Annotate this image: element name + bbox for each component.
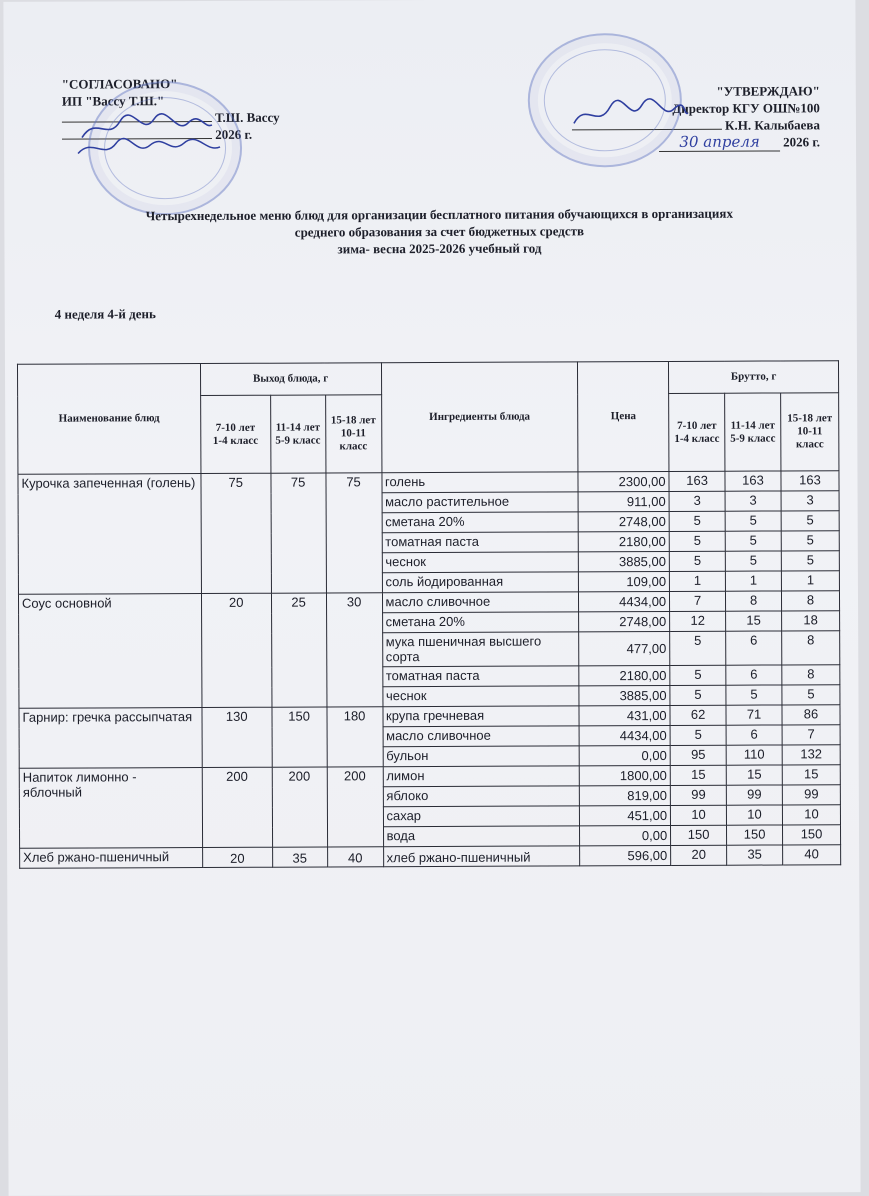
menu-title xyxy=(44,204,834,258)
ingredient-brutto-3: 8 xyxy=(782,665,840,685)
ingredient-name: чеснок xyxy=(382,552,579,573)
menu-title-line-1: Четырехнедельное меню блюд для организации бесплатного питания обучающихся в организациях xyxy=(145,205,733,224)
approval-left-org: ИП "Вассу Т.Ш." xyxy=(61,93,165,109)
ingredient-brutto-3: 40 xyxy=(783,845,841,865)
ingredient-name: сметана 20% xyxy=(382,612,579,633)
table-row xyxy=(20,845,841,869)
ingredient-price: 451,00 xyxy=(580,805,671,825)
header-output-age-2: 11-14 лет 5-9 класс xyxy=(270,395,325,473)
ingredient-name: масло сливочное xyxy=(383,726,580,747)
ingredient-brutto-3: 1 xyxy=(781,571,839,591)
ingredient-price: 3885,00 xyxy=(579,685,670,705)
menu-table xyxy=(17,360,841,869)
ingredient-brutto-2: 99 xyxy=(726,785,782,805)
header-brutto-age-3: 15-18 лет 10-11 класс xyxy=(781,393,839,471)
dish-output-2: 25 xyxy=(271,593,326,707)
ingredient-brutto-2: 150 xyxy=(727,825,783,845)
ingredient-name: масло сливочное xyxy=(382,592,579,613)
ingredient-name: бульон xyxy=(383,746,580,767)
ingredient-brutto-1: 5 xyxy=(670,725,726,745)
ingredient-brutto-1: 5 xyxy=(670,631,726,665)
header-dish: Наименование блюд xyxy=(17,364,200,475)
ingredient-brutto-1: 5 xyxy=(669,511,725,531)
ingredient-name: масло растительное xyxy=(382,492,579,513)
dish-output-3: 40 xyxy=(327,847,383,867)
ingredient-brutto-3: 5 xyxy=(781,551,839,571)
menu-title-line-3: зима- весна 2025-2026 учебный год xyxy=(337,240,542,257)
dish-name: Курочка запеченная (голень) xyxy=(18,474,201,595)
ingredient-brutto-1: 12 xyxy=(670,611,726,631)
ingredient-name: сметана 20% xyxy=(382,512,579,533)
ingredient-price: 0,00 xyxy=(579,745,670,765)
ingredient-price: 4434,00 xyxy=(579,725,670,745)
approval-left-signer: Т.Ш. Вассу xyxy=(215,109,280,125)
dish-output-3: 30 xyxy=(326,593,382,707)
ingredient-brutto-1: 95 xyxy=(670,745,726,765)
header-brutto: Брутто, г xyxy=(669,361,839,394)
ingredient-brutto-2: 163 xyxy=(725,471,781,491)
ingredient-brutto-3: 18 xyxy=(782,611,840,631)
dish-output-1: 200 xyxy=(202,767,272,847)
ingredient-price: 2180,00 xyxy=(578,531,669,551)
ingredient-brutto-1: 5 xyxy=(670,665,726,685)
approval-right-year: 2026 г. xyxy=(783,134,821,150)
ingredient-brutto-1: 150 xyxy=(671,825,727,845)
menu-title-line-2: среднего образования за счет бюджетных средств xyxy=(294,223,585,240)
ingredient-name: томатная паста xyxy=(382,666,579,687)
ingredient-name: яблоко xyxy=(383,786,580,807)
ingredient-brutto-1: 163 xyxy=(669,471,725,491)
ingredient-brutto-3: 86 xyxy=(782,705,840,725)
ingredient-brutto-1: 62 xyxy=(670,705,726,725)
ingredient-brutto-2: 10 xyxy=(726,805,782,825)
ingredient-name: чеснок xyxy=(382,686,579,707)
ingredient-brutto-3: 5 xyxy=(781,511,839,531)
ingredient-brutto-2: 15 xyxy=(726,611,782,631)
ingredient-price: 2180,00 xyxy=(579,665,670,685)
ingredient-brutto-2: 5 xyxy=(726,685,782,705)
dish-name: Соус основной xyxy=(18,594,201,709)
ingredient-brutto-2: 5 xyxy=(725,511,781,531)
ingredient-name: крупа гречневая xyxy=(382,706,579,727)
ingredient-brutto-2: 8 xyxy=(726,591,782,611)
header-brutto-age-1: 7-10 лет 1-4 класс xyxy=(669,393,725,471)
header-output-age-3: 15-18 лет 10-11 класс xyxy=(325,395,381,473)
document-page xyxy=(3,0,860,1196)
ingredient-brutto-3: 99 xyxy=(782,785,840,805)
ingredient-brutto-2: 6 xyxy=(726,725,782,745)
ingredient-price: 2300,00 xyxy=(578,471,669,491)
dish-output-3: 200 xyxy=(327,767,383,847)
dish-output-2: 75 xyxy=(271,473,326,593)
ingredient-brutto-1: 20 xyxy=(671,845,727,865)
ingredient-name: мука пшеничная высшего сорта xyxy=(382,632,579,667)
ingredient-brutto-3: 3 xyxy=(781,491,839,511)
ingredient-brutto-2: 5 xyxy=(725,551,781,571)
ingredient-price: 819,00 xyxy=(580,785,671,805)
ingredient-price: 477,00 xyxy=(579,631,670,665)
header-price: Цена xyxy=(578,361,669,471)
ingredient-price: 596,00 xyxy=(580,845,671,865)
ingredient-name: голень xyxy=(381,472,578,493)
dish-output-1: 20 xyxy=(201,593,271,707)
ingredient-brutto-3: 8 xyxy=(782,631,840,665)
ingredient-price: 109,00 xyxy=(579,571,670,591)
menu-table-body xyxy=(18,471,841,869)
ingredient-brutto-3: 8 xyxy=(781,591,839,611)
approval-right-date-handwritten: 30 апреля xyxy=(659,132,780,152)
week-day-label: 4 неделя 4-й день xyxy=(54,306,156,322)
ingredient-price: 0,00 xyxy=(580,825,671,845)
approval-right-heading: "УТВЕРЖДАЮ" xyxy=(716,83,820,99)
ingredient-price: 2748,00 xyxy=(579,611,670,631)
dish-output-2: 200 xyxy=(272,767,327,847)
ingredient-price: 911,00 xyxy=(578,491,669,511)
ingredient-brutto-1: 5 xyxy=(670,685,726,705)
header-brutto-age-2: 11-14 лет 5-9 класс xyxy=(725,393,781,471)
ingredient-name: томатная паста xyxy=(382,532,579,553)
ingredient-brutto-1: 1 xyxy=(670,571,726,591)
ingredient-brutto-1: 3 xyxy=(669,491,725,511)
approval-left-heading: "СОГЛАСОВАНО" xyxy=(61,76,178,92)
ingredient-price: 3885,00 xyxy=(579,551,670,571)
ingredient-brutto-2: 6 xyxy=(726,665,782,685)
dish-output-2: 150 xyxy=(272,707,327,767)
ingredient-brutto-2: 71 xyxy=(726,705,782,725)
ingredient-brutto-2: 3 xyxy=(725,491,781,511)
ingredient-brutto-3: 132 xyxy=(782,745,840,765)
dish-name: Гарнир: гречка рассыпчатая xyxy=(19,708,202,769)
dish-output-2: 35 xyxy=(272,847,327,867)
ingredient-price: 1800,00 xyxy=(579,765,670,785)
left-signature-2 xyxy=(74,133,224,164)
dish-name: Напиток лимонно - яблочный xyxy=(19,768,202,849)
dish-output-1: 130 xyxy=(202,707,272,767)
ingredient-brutto-1: 5 xyxy=(669,531,725,551)
ingredient-name: соль йодированная xyxy=(382,572,579,593)
ingredient-price: 2748,00 xyxy=(578,511,669,531)
dish-output-1: 20 xyxy=(202,847,272,867)
ingredient-brutto-3: 10 xyxy=(782,805,840,825)
header-output: Выход блюда, г xyxy=(200,363,381,396)
ingredient-brutto-3: 5 xyxy=(781,531,839,551)
ingredient-brutto-2: 1 xyxy=(725,571,781,591)
ingredient-brutto-2: 5 xyxy=(725,531,781,551)
ingredient-brutto-1: 99 xyxy=(670,785,726,805)
dish-output-3: 180 xyxy=(327,707,383,767)
ingredient-brutto-3: 163 xyxy=(781,471,839,491)
dish-output-1: 75 xyxy=(201,473,271,593)
header-ingredients: Ингредиенты блюда xyxy=(381,362,578,473)
ingredient-name: сахар xyxy=(383,806,580,827)
ingredient-brutto-1: 10 xyxy=(671,805,727,825)
ingredient-brutto-1: 15 xyxy=(670,765,726,785)
dish-output-3: 75 xyxy=(326,473,382,593)
header-output-age-1: 7-10 лет 1-4 класс xyxy=(200,395,270,473)
ingredient-brutto-2: 110 xyxy=(726,745,782,765)
ingredient-brutto-3: 150 xyxy=(782,825,840,845)
ingredient-name: хлеб ржано-пшеничный xyxy=(383,846,580,867)
right-signature xyxy=(570,95,690,136)
ingredient-brutto-2: 6 xyxy=(726,631,782,665)
ingredient-brutto-3: 5 xyxy=(782,685,840,705)
ingredient-name: лимон xyxy=(383,766,580,787)
ingredient-price: 431,00 xyxy=(579,705,670,725)
ingredient-price: 4434,00 xyxy=(579,591,670,611)
ingredient-brutto-1: 7 xyxy=(670,591,726,611)
approval-left-year: 2026 г. xyxy=(215,126,253,142)
approval-right-signer: К.Н. Калыбаева xyxy=(725,117,820,133)
approval-right-position: Директор КГУ ОШ№100 xyxy=(672,100,820,116)
ingredient-brutto-2: 35 xyxy=(727,845,783,865)
ingredient-brutto-2: 15 xyxy=(726,765,782,785)
ingredient-brutto-3: 7 xyxy=(782,725,840,745)
ingredient-name: вода xyxy=(383,826,580,847)
ingredient-brutto-3: 15 xyxy=(782,765,840,785)
ingredient-brutto-1: 5 xyxy=(669,551,725,571)
dish-name: Хлеб ржано-пшеничный xyxy=(20,848,203,869)
